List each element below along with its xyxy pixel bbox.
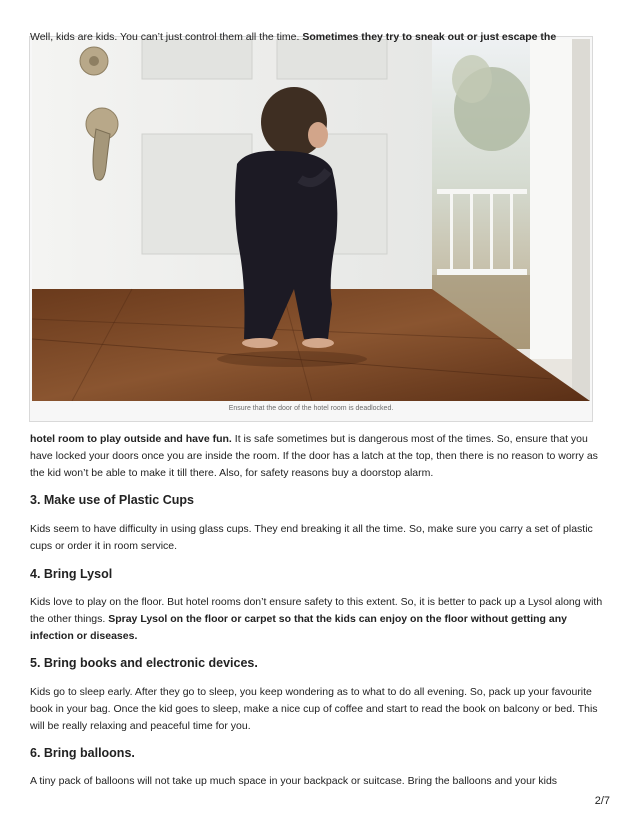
intro-text: Well, kids are kids. You can’t just control them all the time. [30,31,303,43]
toddler-at-door-photo [32,39,590,401]
paragraph-text: It is safe sometimes but is dangerous most of the times. So, ensure that you have locked your doors once you are inside the room. If the door has a latch at the top, then there is no reason to worry as the kid won’t be able to make it till there. Also, for safety reasons buy a doorstop alarm. [30,433,598,479]
heading-books-devices: 5. Bring books and electronic devices. [30,656,258,670]
figure [29,36,593,422]
intro-bold-text: Sometimes they try to sneak out or just escape the [302,31,557,43]
paragraph-balloons: A tiny pack of balloons will not take up much space in your backpack or suitcase. Bring the balloons and your kids [30,775,558,787]
intro-line [30,30,605,44]
heading-balloons: 6. Bring balloons. [30,746,135,760]
figure-caption: Ensure that the door of the hotel room is deadlocked. [228,405,394,412]
paragraph-lysol-bold: Spray Lysol on the floor or carpet so that the kids can enjoy on the floor without getting any infection or diseases. [30,613,567,642]
page-number: 2/7 [594,795,610,807]
paragraph-books-devices: Kids go to sleep early. After they go to sleep, you keep wondering as to what to do all evening. So, pack up your favourite book in your bag. Once the kid goes to sleep, make a nice cup of coffee and start to read the book on balcony or bed. This will be really relaxing and peaceful time for you. [30,686,598,732]
heading-plastic-cups: 3. Make use of Plastic Cups [30,493,194,507]
paragraph-bold-lead: hotel room to play outside and have fun. [30,433,232,445]
paragraph-lysol [30,594,607,645]
paragraph-plastic-cups: Kids seem to have difficulty in using glass cups. They end breaking it all the time. So, make sure you carry a set of plastic cups or order it in room service. [30,523,593,552]
paragraph-door-safety [30,431,607,482]
paragraph-lysol-text: Kids love to play on the floor. But hotel rooms don’t ensure safety to this extent. So, it is better to pack up a Lysol along with the other things. [30,596,603,625]
heading-lysol: 4. Bring Lysol [30,567,113,581]
